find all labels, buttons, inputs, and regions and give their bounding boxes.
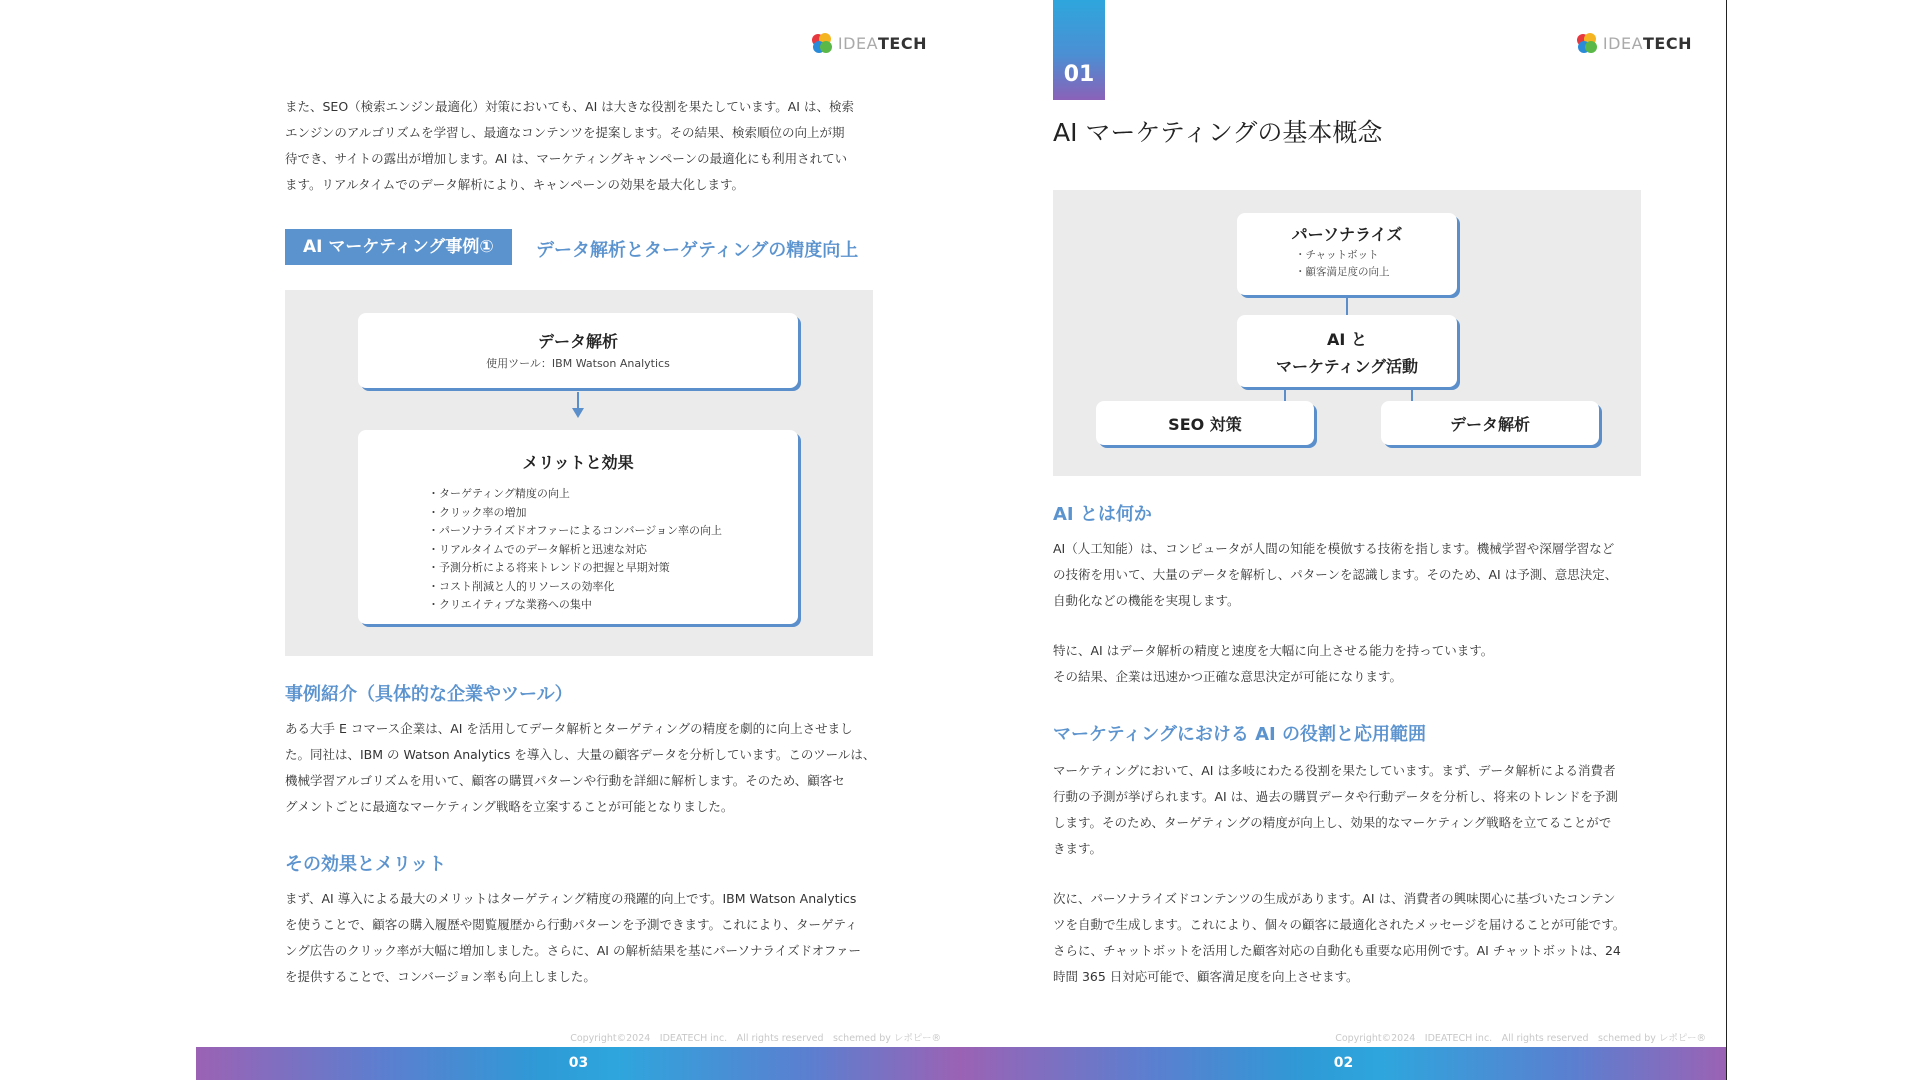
connector-line — [1284, 385, 1286, 401]
ai-capability-paragraph: 特に、AI はデータ解析の精度と速度を大幅に向上させる能力を持っています。 その結果、企業は迅速かつ正確な意思決定が可能になります。 — [1053, 643, 1494, 684]
copyright-text: Copyright©2024 IDEATECH inc. All rights reserved schemed by レポピー® — [1335, 1033, 1706, 1044]
case-title: データ解析とターゲティングの精度向上 — [536, 240, 859, 261]
logo-text: IDEATECH — [1602, 33, 1692, 53]
ai-marketing-line1: AI と — [1327, 330, 1367, 349]
concept-diagram — [1053, 190, 1641, 476]
ai-role-paragraph: マーケティングにおいて、AI は多岐にわたる役割を果たしています。まず、データ解析による消費者 行動の予測が挙げられます。AI は、過去の購買データや行動データを分析し、将来のトレンドを予測 します。そのため、ターゲティングの精度が向上し、効果的なマーケティング戦略を立てることがで きます。 — [1053, 763, 1618, 856]
case-intro-paragraph: ある大手 E コマース企業は、AI を活用してデータ解析とターゲティングの精度を劇的に向上させまし た。同社は、IBM の Watson Analytics を導入し、大量の顧客データを分析しています。このツールは、 機械学習アルゴリズムを用いて、顧客の購買パターンや行動を詳細に解析します。そのため、顧客セ グメントごとに最適なマーケティング戦略を立案することが可能となりました。 — [285, 721, 876, 814]
chapter-number: 01 — [1063, 62, 1095, 87]
page-number: 03 — [568, 1055, 589, 1071]
data-analysis-title: データ解析 — [537, 332, 618, 351]
data-analysis-card — [358, 313, 798, 388]
chapter-title: AI マーケティングの基本概念 — [1053, 118, 1383, 147]
case-tag: AI マーケティング事例① — [285, 229, 512, 265]
benefits-card — [358, 430, 798, 624]
list-item: ・コスト削減と人的リソースの効率化 — [428, 579, 615, 593]
list-item: ・クリック率の増加 — [428, 505, 527, 519]
list-item: ・パーソナライズドオファーによるコンバージョン率の向上 — [428, 524, 723, 537]
ai-marketing-card — [1237, 315, 1457, 387]
intro-paragraph: また、SEO（検索エンジン最適化）対策においても、AI は大きな役割を果たしています。AI は、検索 エンジンのアルゴリズムを学習し、最適なコンテンツを提案します。その結果、検索順位の向上が期 待でき、サイトの露出が増加します。AI は、マーケティングキャンペーンの最適化にも利用されてい ます。リアルタイムでのデータ解析により、キャンペーンの効果を最大化します。 — [285, 99, 854, 192]
ai-marketing-line2: マーケティング活動 — [1275, 357, 1419, 376]
list-item: ・リアルタイムでのデータ解析と迅速な対応 — [428, 542, 647, 556]
list-item: ・クリエイティブな業務への集中 — [428, 598, 592, 611]
seo-title: SEO 対策 — [1168, 415, 1242, 434]
ai-role-heading: マーケティングにおける AI の役割と応用範囲 — [1053, 724, 1426, 745]
list-item: ・ターゲティング精度の向上 — [428, 487, 570, 500]
personalized-content-paragraph: 次に、パーソナライズドコンテンツの生成があります。AI は、消費者の興味関心に基づいたコンテン ツを自動で生成します。これにより、個々の顧客に最適化されたメッセージを届けることが可能です。 さらに、チャットボットを活用した顧客対応の自動化も重要な応用例です。AI チャットボットは、24 時間 365 日対応可能で、顧客満足度を向上させます。 — [1053, 891, 1626, 984]
seo-card — [1096, 401, 1314, 445]
ideatech-logo — [1577, 33, 1692, 53]
what-is-ai-heading: AI とは何か — [1053, 504, 1152, 525]
logo-mark-icon — [1577, 33, 1597, 53]
data-analysis-title: データ解析 — [1449, 415, 1530, 434]
logo-text: IDEATECH — [837, 33, 927, 53]
data-analysis-tool: 使用ツール：IBM Watson Analytics — [486, 357, 670, 370]
benefits-title: メリットと効果 — [522, 453, 634, 472]
personalize-title: パーソナライズ — [1291, 225, 1403, 244]
down-arrow-icon — [572, 408, 584, 418]
list-item: ・顧客満足度の向上 — [1295, 266, 1390, 278]
list-item: ・チャットボット — [1295, 249, 1379, 261]
logo-mark-icon — [812, 33, 832, 53]
effects-paragraph: まず、AI 導入による最大のメリットはターゲティング精度の飛躍的向上です。IBM Watson Analytics を使うことで、顧客の購入履歴や閲覧履歴から行動パターンを予測できます。これにより、ターゲティ ング広告のクリック率が大幅に増加しました。さらに、AI の解析結果を基にパーソナライズドオファー を提供することで、コンバージョン率も向上しました。 — [285, 891, 861, 984]
effects-heading: その効果とメリット — [285, 854, 447, 875]
right-page — [961, 0, 1726, 1080]
benefits-list — [428, 485, 798, 615]
personalize-card — [1237, 213, 1457, 295]
connector-line — [1346, 295, 1348, 315]
data-analysis-card — [1381, 401, 1599, 445]
what-is-ai-paragraph: AI（人工知能）は、コンピュータが人間の知能を模倣する技術を指します。機械学習や深層学習など の技術を用いて、大量のデータを解析し、パターンを認識します。そのため、AI は予測、意思決定、 自動化などの機能を実現します。 — [1053, 541, 1618, 608]
connector-line — [1411, 385, 1413, 401]
copyright-text: Copyright©2024 IDEATECH inc. All rights reserved schemed by レポピー® — [570, 1033, 941, 1044]
page-number: 02 — [1333, 1055, 1354, 1071]
case-diagram — [285, 290, 873, 656]
case-intro-heading: 事例紹介（具体的な企業やツール） — [285, 684, 573, 705]
ideatech-logo — [812, 33, 927, 53]
list-item: ・予測分析による将来トレンドの把握と早期対策 — [428, 561, 670, 574]
left-page — [196, 0, 961, 1080]
